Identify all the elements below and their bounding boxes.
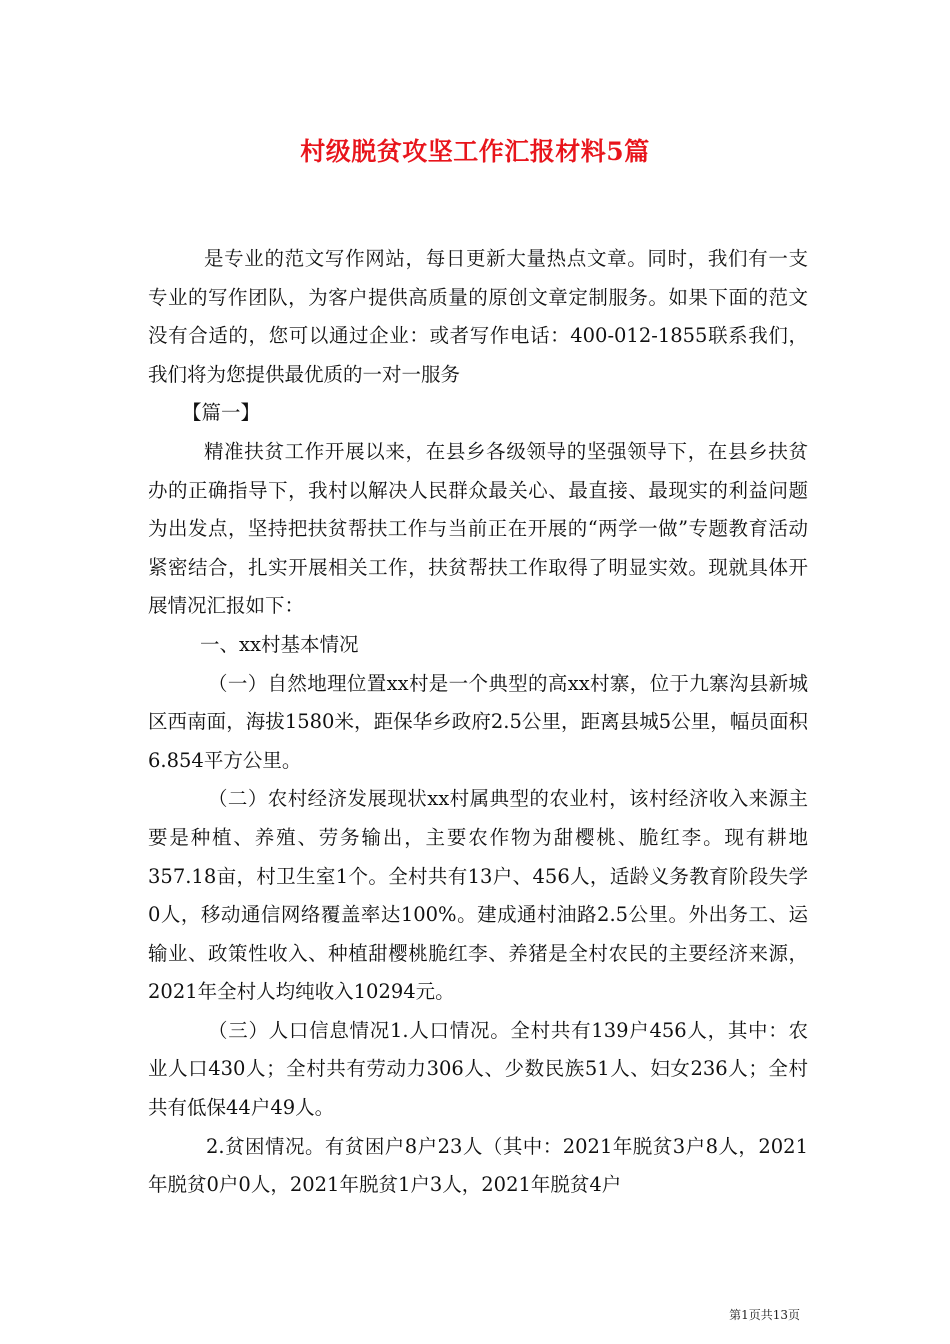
heading-basic-info: 一、xx村基本情况 xyxy=(200,632,359,656)
paragraph-overview: 精准扶贫工作开展以来，在县乡各级领导的坚强领导下，在县乡扶贫办的正确指导下，我村以解决人民群众最关心、最直接、最现实的利益问题为出发点，坚持把扶贫帮扶工作与当前正在开展的“两学一做”专题教育活动紧密结合，扎实开展相关工作，扶贫帮扶工作取得了明显实效。现就具体开展情况汇报如下： xyxy=(148,439,808,618)
paragraph-geography: （一）自然地理位置xx村是一个典型的高xx村寨，位于九寨沟县新城区西南面，海拔1580米，距保华乡政府2.5公里，距离县城5公里，幅员面积6.854平方公里。 xyxy=(148,671,808,772)
page-number: 第1页共13页 xyxy=(729,1308,800,1322)
paragraph-population: （三）人口信息情况1.人口情况。全村共有139户456人，其中：农业人口430人；全村共有劳动力306人、少数民族51人、妇女236人；全村共有低保44户49人。 xyxy=(148,1018,808,1120)
paragraph-economy: （二）农村经济发展现状xx村属典型的农业村，该村经济收入来源主要是种植、养殖、劳务输出，主要农作物为甜樱桃、脆红李。现有耕地357.18亩，村卫生室1个。全村共有13户、456人，适龄义务教育阶段失学0人，移动通信网络覆盖率达100%。建成通村油路2.5公里。外出务工、运输业、政策性收入、种植甜樱桃脆红李、养猪是全村农民的主要经济来源，2021年全村人均纯收入10294元。 xyxy=(148,787,808,1004)
section-label: 【篇一】 xyxy=(182,401,261,425)
paragraph-poverty: 2.贫困情况。有贫困户8户23人（其中：2021年脱贫3户8人，2021年脱贫0户0人，2021年脱贫1户3人，2021年脱贫4户 xyxy=(148,1134,808,1197)
intro-paragraph: 是专业的范文写作网站，每日更新大量热点文章。同时，我们有一支专业的写作团队，为客户提供高质量的原创文章定制服务。如果下面的范文没有合适的，您可以通过企业：或者写作电话：400-012-1855联系我们，我们将为您提供最优质的一对一服务 xyxy=(148,247,808,386)
document-title: 村级脱贫攻坚工作汇报材料5篇 xyxy=(300,137,650,166)
document-body xyxy=(148,240,808,1205)
